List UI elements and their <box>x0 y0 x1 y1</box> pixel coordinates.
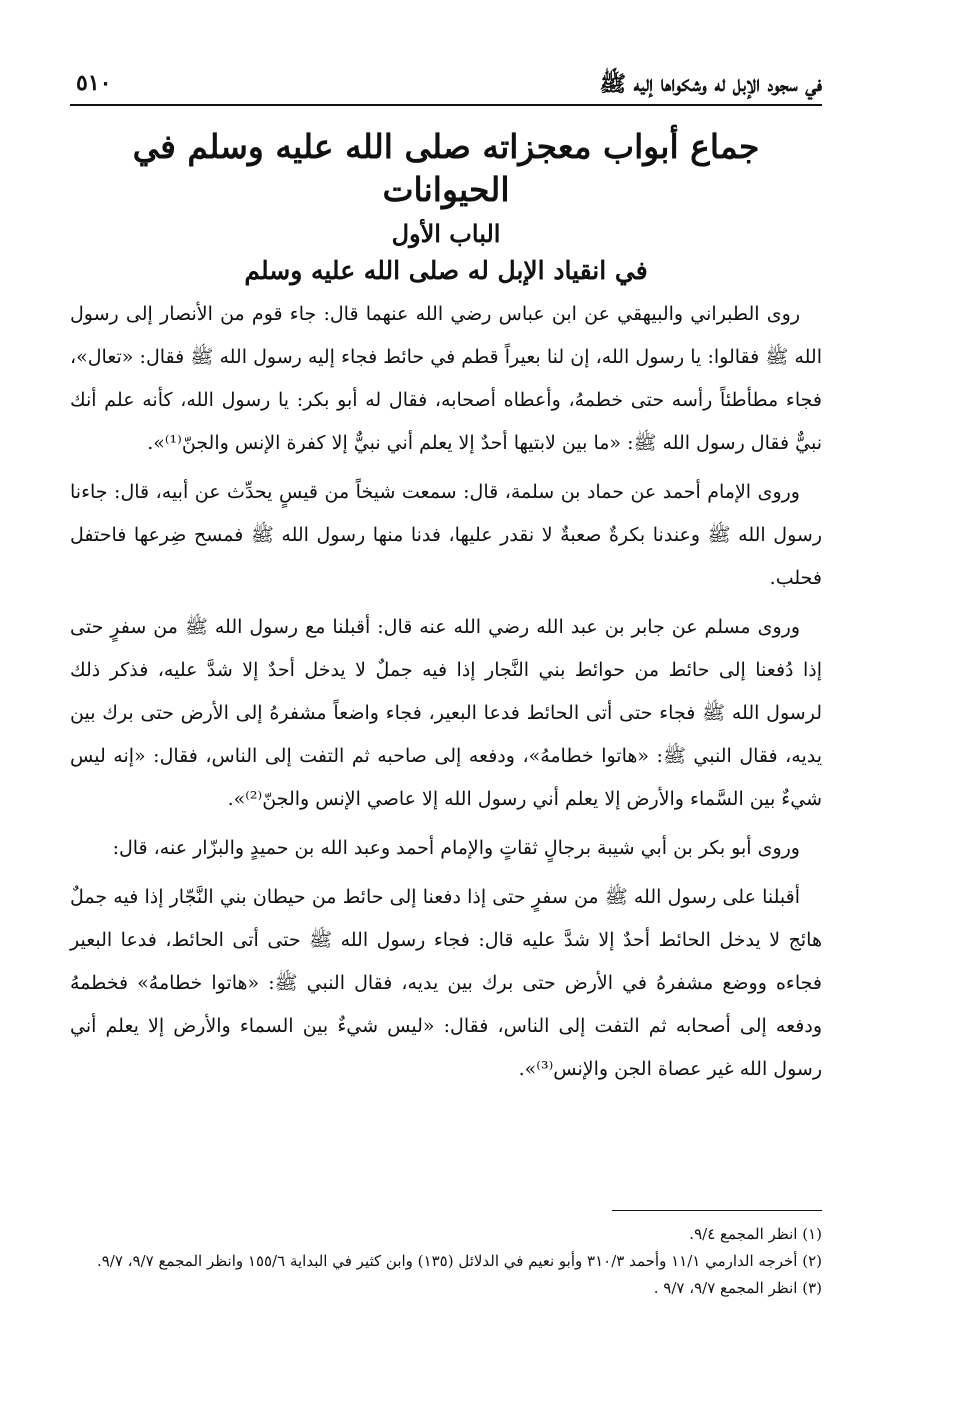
paragraph-5: أقبلنا على رسول الله ﷺ من سفرٍ حتى إذا دفعنا إلى حائط من حيطان بني النَّجّار إذا فيه جملٌ هائج لا يدخل الحائط أحدٌ إلا شدَّ عليه قال: فجاء رسول الله ﷺ حتى أتى الحائط، فدعا البعير فجاءه ووضع مشفرهُ في الأرض حتى برك بين يديه، فقال النبي ﷺ: «هاتوا خطامهُ» فخطمهُ ودفعه إلى أصحابه ثم التفت إلى الناس، فقال: «ليس شيءٌ بين السماء والأرض إلا يعلم أني رسول الله غير عصاة الجن والإنس⁽³⁾». <box>70 886 822 1081</box>
page-number: ٥١٠ <box>76 70 112 96</box>
running-header <box>70 60 822 106</box>
footnotes <box>70 1210 822 1302</box>
running-title: في سجود الإبل له وشكواها إليه ﷺ <box>599 71 822 97</box>
footnote-separator <box>612 1210 822 1211</box>
paragraph-4: وروى أبو بكر بن أبي شيبة برجالٍ ثقاتٍ والإمام أحمد وعبد الله بن حميدٍ والبزّار عنه، قال: <box>112 837 800 860</box>
footnote-1: (١) انظر المجمع ٩/٤. <box>689 1225 822 1243</box>
paragraph-2: وروى الإمام أحمد عن حماد بن سلمة، قال: سمعت شيخاً من قيسٍ يحدِّث عن أبيه، قال: جاءنا رسول الله ﷺ وعندنا بكرةٌ صعبةٌ لا نقدر عليها، فدنا منها رسول الله ﷺ فمسح ضِرعها فاحتفل فحلب. <box>70 481 822 590</box>
paragraph-1: روى الطبراني والبيهقي عن ابن عباس رضي الله عنهما قال: جاء قوم من الأنصار إلى رسول الله ﷺ فقالوا: يا رسول الله، إن لنا بعيراً قطم في حائط فجاء إليه رسول الله ﷺ فقال: «تعال»، فجاء مطأطئاً رأسه حتى خطمهُ، وأعطاه أصحابه، فقال له أبو بكر: يا رسول الله، كأنه علم أنك نبيٌّ فقال رسول الله ﷺ: «ما بين لابتيها أحدٌ إلا يعلم أني نبيٌّ إلا كفرة الإنس والجنّ⁽¹⁾». <box>70 303 822 455</box>
chapter-title: الباب الأول <box>391 218 501 248</box>
footnote-3: (٣) انظر المجمع ٩/٧، ٩/٧ . <box>653 1279 822 1297</box>
main-title: جماع أبواب معجزاته صلى الله عليه وسلم في الحيوانات <box>132 127 760 209</box>
footnote-2: (٢) أخرجه الدارمي ١١/١ وأحمد ٣١٠/٣ وأبو نعيم في الدلائل (١٣٥) وابن كثير في البداية ١٥٥/٦ وانظر المجمع ٩/٧، ٩/٧. <box>96 1252 822 1270</box>
page-body <box>70 60 822 1097</box>
chapter-subtitle: في انقياد الإبل له صلى الله عليه وسلم <box>244 255 648 285</box>
paragraph-3: وروى مسلم عن جابر بن عبد الله رضي الله عنه قال: أقبلنا مع رسول الله ﷺ من سفرٍ حتى إذا دُفعنا إلى حائط من حوائط بني النَّجار إذا فيه جملٌ لا يدخل أحدٌ إلا شدَّ عليه، فذكر ذلك لرسول الله ﷺ فجاء حتى أتى الحائط فدعا البعير، فجاء واضعاً مشفرهُ إلى الأرض حتى برك بين يديه، فقال النبي ﷺ: «هاتوا خطامهُ»، ودفعه إلى صاحبه ثم التفت إلى الناس، فقال: «إنه ليس شيءٌ بين السَّماء والأرض إلا يعلم أني رسول الله إلا عاصي الإنس والجنّ⁽²⁾». <box>70 616 822 811</box>
